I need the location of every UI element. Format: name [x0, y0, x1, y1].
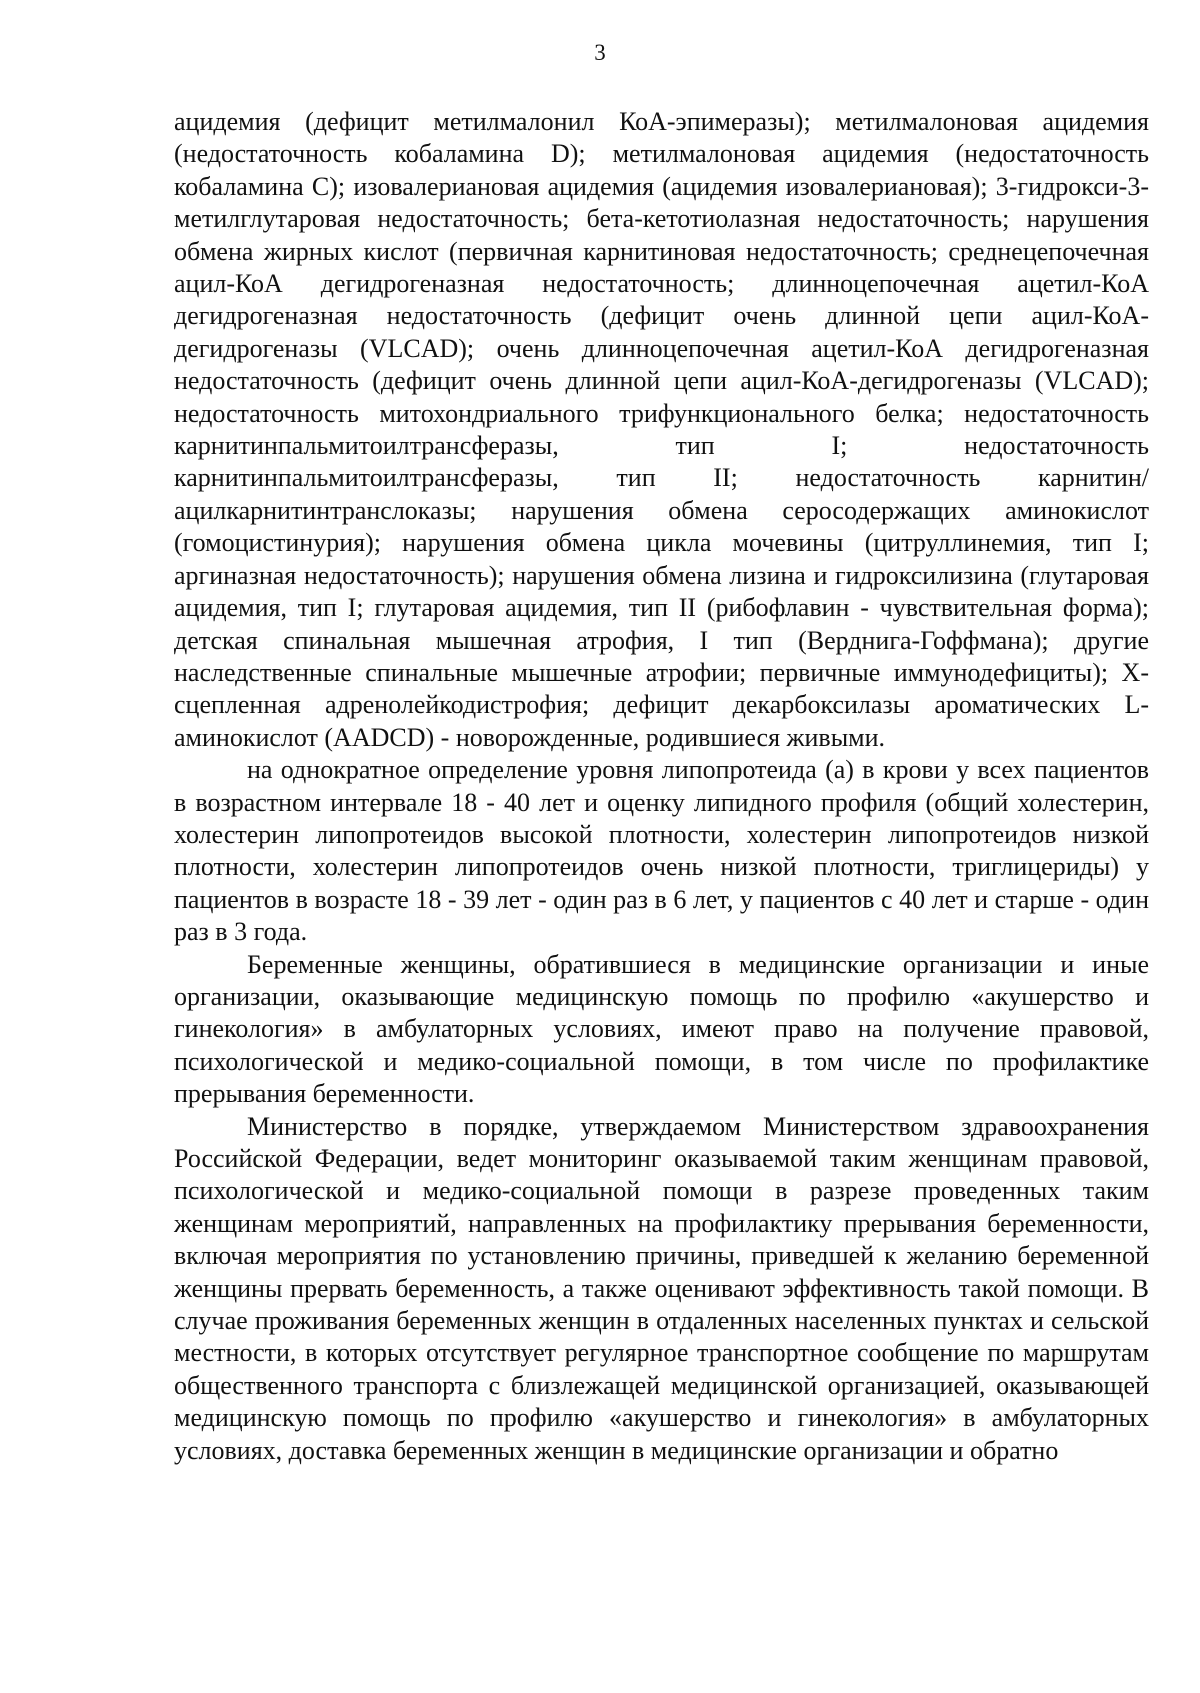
- document-body: [174, 106, 1149, 1467]
- paragraph-pregnant-women-rights: Беременные женщины, обратившиеся в медицинские организации и иные организации, оказывающие медицинскую помощь по профилю «акушерство и гинекология» в амбулаторных условиях, имеют право на получение правовой, психологической и медико-социальной помощи, в том числе по профилактике прерывания беременности.: [174, 949, 1149, 1109]
- paragraph-screening-disorders-list: ацидемия (дефицит метилмалонил КоА-эпимеразы); метилмалоновая ацидемия (недостаточность кобаламина D); метилмалоновая ацидемия (недостаточность кобаламина С); изовалериановая ацидемия (ацидемия изовалериановая); 3-гидрокси-3-метилглутаровая недостаточность; бета-кетотиолазная недостаточность; нарушения обмена жирных кислот (первичная карнитиновая недостаточность; среднецепочечная ацил-КоА дегидрогеназная недостаточность; длинноцепочечная ацетил-КоА дегидрогеназная недостаточность (дефицит очень длинной цепи ацил-КоА-дегидрогеназы (VLCAD); очень длинноцепочечная ацетил-КоА дегидрогеназная недостаточность (дефицит очень длинной цепи ацил-КоА-дегидрогеназы (VLCAD); недостаточность митохондриального трифункционального белка; недостаточность карнитинпальмитоилтрансферазы, тип I; недостаточность карнитинпальмитоилтрансферазы, тип II; недостаточность карнитин/ацилкарнитинтранслоказы; нарушения обмена серосодержащих аминокислот (гомоцистинурия); нарушения обмена цикла мочевины (цитруллинемия, тип I; аргиназная недостаточность); нарушения обмена лизина и гидроксилизина (глутаровая ацидемия, тип I; глутаровая ацидемия, тип II (рибофлавин - чувствительная форма); детская спинальная мышечная атрофия, I тип (Верднига-Гоффмана); другие наследственные спинальные мышечные атрофии; первичные иммунодефициты); Х-сцепленная адренолейкодистрофия; дефицит декарбоксилазы ароматических L-аминокислот (AADCD) - новорожденные, родившиеся живыми.: [174, 107, 1149, 752]
- paragraph-lipoprotein-screening: на однократное определение уровня липопротеида (а) в крови у всех пациентов в возрастном интервале 18 - 40 лет и оценку липидного профиля (общий холестерин, холестерин липопротеидов высокой плотности, холестерин липопротеидов низкой плотности, холестерин липопротеидов очень низкой плотности, триглицериды) у пациентов в возрасте 18 - 39 лет - один раз в 6 лет, у пациентов с 40 лет и старше - один раз в 3 года.: [174, 755, 1149, 947]
- paragraph-ministry-monitoring: Министерство в порядке, утверждаемом Министерством здравоохранения Российской Федерации, ведет мониторинг оказываемой таким женщинам правовой, психологической и медико-социальной помощи в разрезе проведенных таким женщинам мероприятий, направленных на профилактику прерывания беременности, включая мероприятия по установлению причины, приведшей к желанию беременной женщины прервать беременность, а также оценивают эффективность такой помощи. В случае проживания беременных женщин в отдаленных населенных пунктах и сельской местности, в которых отсутствует регулярное транспортное сообщение по маршрутам общественного транспорта с близлежащей медицинской организацией, оказывающей медицинскую помощь по профилю «акушерство и гинекология» в амбулаторных условиях, доставка беременных женщин в медицинские организации и обратно: [174, 1111, 1149, 1465]
- page-number: 3: [594, 40, 606, 65]
